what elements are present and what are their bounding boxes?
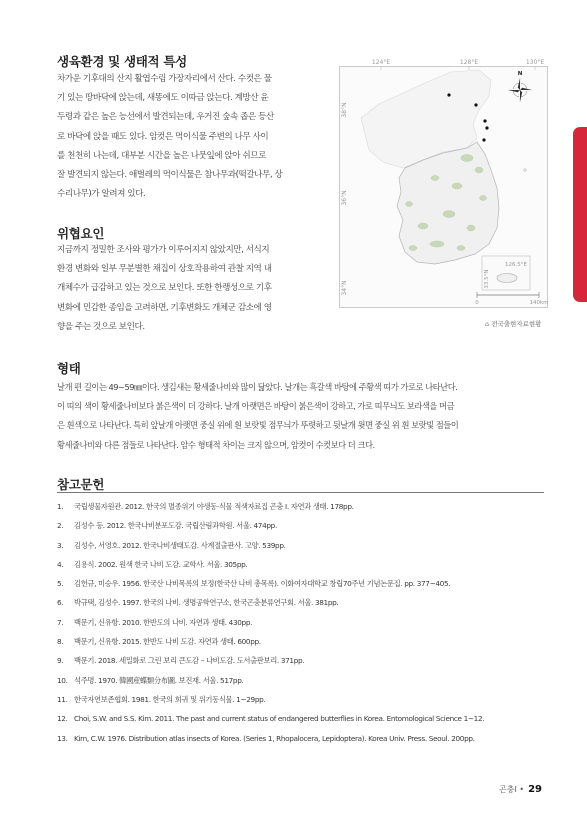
north-label: N: [517, 71, 523, 77]
text-line: 은 흰색으로 나타난다. 특히 앞날개 아랫면 중실 위에 흰 보랏빛 점무늬가 뚜렷하고 뒷날개 윗면 중실 위 흰 보랏빛 점들이: [57, 420, 459, 431]
list-item: 11. 한국자연보존협회. 1981. 한국의 희귀 및 위기동식물. 1~29pp.: [57, 694, 266, 704]
text-line: 잘 발견되지 않는다. 애벌레의 먹이식물은 참나무과(떡갈나무, 상: [57, 170, 283, 181]
habitat-paragraph: [57, 70, 339, 204]
lat-label: 38°N: [341, 102, 348, 118]
map-pin-icon: ⌂: [485, 320, 490, 328]
page-footer: [499, 784, 542, 795]
references-divider: [57, 492, 544, 493]
list-item: 5. 김헌규, 미승우. 1956. 한국산 나비목록의 보정(한국산 나비 총목록). 이화여자대학교 창립70주년 기념논문집. pp. 377~405.: [57, 579, 451, 589]
text-line: 차가운 기후대의 산지 활엽수림 가장자리에서 산다. 수컷은 물: [57, 74, 272, 84]
lat-label: 34°N: [341, 280, 348, 296]
distribution-map: [339, 58, 548, 318]
scale-end: 140km: [529, 300, 548, 306]
references-heading: 참고문헌: [57, 477, 105, 492]
morphology-paragraph: [57, 378, 547, 455]
list-item: 2. 김성수 등. 2012. 한국나비분포도감. 국립산림과학원. 서울. 474pp.: [57, 521, 277, 531]
jeju-shape: [497, 274, 517, 283]
lon-label: 128°E: [459, 59, 479, 66]
list-item: 10. 석주명. 1970. 韓國産蝶類分布圖. 보진재. 서울. 517pp.: [57, 675, 244, 685]
morphology-heading: 형태: [57, 361, 81, 376]
list-item: 1. 국립생물자원관. 2012. 한국의 멸종위기 야생동·식물 적색자료집 곤충 I. 자연과 생태. 178pp.: [57, 502, 354, 511]
inset-lon-label: 126.5°E: [505, 262, 527, 268]
list-item: 13. Kim, C.W. 1976. Distribution atlas insects of Korea. (Series 1, Rhopalocera, Lepidoptera). Korea Univ. Press. Seoul. 200pp.: [57, 733, 475, 743]
text-line: 개체수가 급감하고 있는 것으로 보인다. 또한 한랭성으로 기후: [57, 283, 272, 294]
lon-label: 130°E: [525, 59, 545, 66]
list-item: 9. 백문기. 2018. 세밀화로 그린 보리 큰도감 – 나비도감. 도서출판보리. 371pp.: [57, 656, 305, 666]
scale-start: 0: [475, 300, 479, 306]
list-item: 8. 백문기, 신유항. 2015. 한반도 나비 도감. 자연과 생태. 600pp.: [57, 637, 261, 647]
text-line: 기 있는 땅바닥에 앉는데, 새똥에도 이따금 앉는다. 계방산 윤: [57, 93, 269, 104]
inset-lat-label: 33.5°N: [484, 269, 490, 289]
text-line: 두령과 같은 높은 능선에서 발견되는데, 우거진 숲속 좁은 등산: [57, 112, 274, 123]
threat-heading: 위협요인: [57, 226, 105, 241]
text-line: 수리나무)가 알려져 있다.: [57, 189, 146, 200]
habitat-heading: 생육환경 및 생태적 특성: [57, 54, 187, 69]
text-line: 향을 주는 것으로 보인다.: [57, 321, 145, 332]
text-line: 이 띠의 색이 황세줄나비보다 붉은색이 더 강하다. 날개 아랫면은 바탕이 붉은색이 강하고, 가로 띠무늬도 보라색을 머금: [57, 401, 455, 412]
page-number: 29: [528, 784, 542, 795]
text-line: 를 천천히 나는데, 대부분 시간을 높은 나뭇잎에 앉아 쉬므로: [57, 150, 266, 161]
text-line: 지금까지 정밀한 조사와 평가가 이루어지지 않았지만, 서식지: [57, 245, 270, 255]
references-list: [57, 502, 547, 753]
lon-label: 124°E: [371, 59, 391, 66]
lat-label: 36°N: [341, 190, 348, 206]
map-caption: [485, 319, 541, 328]
text-line: 로 바닥에 앉을 때도 있다. 암컷은 먹이식물 주변의 나무 사이: [57, 131, 269, 142]
text-line: 날개 편 길이는 49~59㎜이다. 생김새는 황세줄나비와 많이 닮았다. 날개는 흑갈색 바탕에 주황색 띠가 가로로 나타난다.: [57, 382, 458, 392]
list-item: 12. Choi, S.W. and S.S. Kim. 2011. The past and current status of endangered butterflies in Korea. Entomological Science 1~12.: [57, 714, 485, 724]
footer-label: 곤충Ⅰ •: [499, 785, 525, 794]
chapter-tab: [573, 127, 587, 302]
list-item: 7. 백문기, 신유항. 2010. 한반도의 나비. 자연과 생태. 430pp.: [57, 617, 253, 627]
threat-paragraph: [57, 241, 339, 337]
text-line: 황세줄나비와 다른 점들로 나타난다. 암수 형태적 차이는 크지 않으며, 암컷이 수컷보다 더 크다.: [57, 439, 375, 450]
text-line: 변화에 민감한 종임을 고려하면, 기후변화도 개체군 감소에 영: [57, 302, 272, 313]
list-item: 3. 김성수, 서영호. 2012. 한국나비생태도감. 사계절출판사. 고양. 539pp.: [57, 540, 286, 550]
list-item: 6. 박규택, 김성수. 1997. 한국의 나비. 생명공학연구소, 한국곤충분류연구회. 서울. 381pp.: [57, 598, 339, 608]
list-item: 4. 김용식. 2002. 원색 한국 나비 도감. 교학사. 서울. 305pp.: [57, 559, 248, 569]
text-line: 환경 변화와 일부 무분별한 채집이 상호작용하여 관찰 지역 내: [57, 264, 272, 275]
map-caption-text: 전국출현자료현황: [491, 320, 542, 328]
